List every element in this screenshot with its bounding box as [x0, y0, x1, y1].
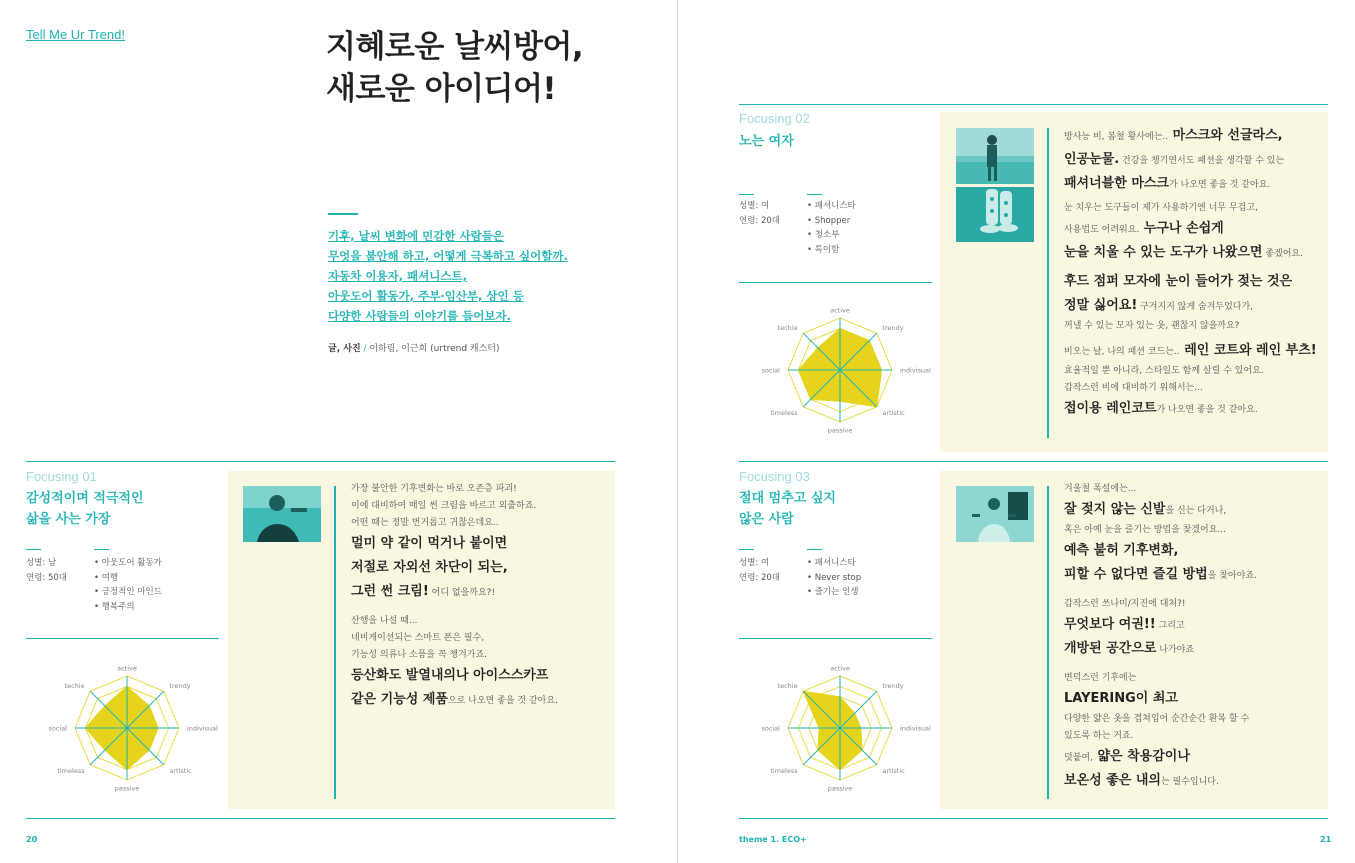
- radar-axis-label: techie: [777, 682, 798, 691]
- emphasis-phrase: 개방된 공간으로: [1064, 641, 1157, 656]
- text-phrase: 좋겠어요.: [1262, 249, 1303, 259]
- tag-line: • 패셔니스타: [807, 558, 856, 568]
- radar-axis-label: techie: [64, 682, 85, 691]
- profile-rule: [739, 549, 754, 550]
- profile-line: 성별: 남: [26, 558, 57, 568]
- tags-rule: [807, 194, 822, 195]
- focus1-tags: [94, 556, 162, 614]
- focus2-title: [739, 131, 794, 152]
- emphasis-line: 후드 점퍼 모자에 눈이 들어가 젖는 것은: [1064, 274, 1293, 289]
- profile-rule: [739, 194, 754, 195]
- radar-axis-label: social: [761, 366, 780, 375]
- section-rule: [739, 104, 1328, 105]
- text-line: 이에 대비하여 매일 썬 크림을 바르고 외출하죠.: [351, 501, 537, 511]
- radar-axis-label: timeless: [770, 766, 798, 775]
- text-line: 꺼낼 수 있는 모자 있는 옷, 괜찮지 않을까요?: [1064, 321, 1240, 331]
- section-rule: [26, 461, 615, 462]
- intro-line: 다양한 사람들의 이야기를 들어보자.: [328, 309, 512, 323]
- radar-axis-label: indivisual: [900, 366, 931, 375]
- radar-axis-label: passive: [114, 784, 140, 793]
- focus2-text: [1064, 124, 1322, 421]
- footer-rule: [739, 818, 1328, 819]
- emphasis-phrase: 정말 싫어요!: [1064, 298, 1138, 313]
- headline-line: 지혜로운 날씨방어,: [326, 29, 584, 65]
- emphasis-phrase: 눈을 치울 수 있는 도구가 나왔으면: [1064, 245, 1263, 260]
- text-line: 갑작스런 쓰나미/지진에 대처?!: [1064, 599, 1186, 609]
- radar-axis-label: active: [117, 664, 137, 673]
- tag-line: • 여행: [94, 572, 119, 583]
- emphasis-phrase: 인공눈물.: [1064, 152, 1120, 167]
- radar-axis-label: trendy: [169, 682, 191, 691]
- emphasis-phrase: 같은 기능성 제품: [351, 692, 448, 707]
- text-line: 산행을 나설 때...: [351, 616, 418, 626]
- focus3-portrait-photo: [956, 486, 1034, 542]
- focus3-text-rule: [1047, 486, 1049, 799]
- focus1-profile: [26, 556, 67, 585]
- focus3-title: [739, 488, 836, 530]
- profile-line: 성별: 여: [739, 201, 770, 211]
- focus3-title-line: 절대 멈추고 싶지: [739, 491, 836, 506]
- radar-axis-label: indivisual: [187, 724, 218, 733]
- focus3-label: Focusing 03: [739, 469, 810, 484]
- focus2-rainboots-photo: [956, 187, 1034, 242]
- radar-axis-label: indivisual: [900, 724, 931, 733]
- tags-rule: [807, 549, 822, 550]
- focus3-title-line: 않은 사람: [739, 512, 794, 527]
- series-link[interactable]: Tell Me Ur Trend!: [26, 27, 125, 42]
- emphasis-phrase: 얇은 착용감이나: [1092, 749, 1190, 764]
- tag-line: • 긍정적인 마인드: [94, 587, 162, 597]
- tag-line: • 패셔니스타: [807, 201, 856, 211]
- focus3-profile: [739, 556, 780, 585]
- radar-axis-label: active: [830, 664, 850, 673]
- tag-line: • 즐기는 인생: [807, 587, 859, 597]
- text-line: 눈 치우는 도구들이 제가 사용하기엔 너무 무겁고,: [1064, 203, 1258, 213]
- focus1-text-rule: [334, 486, 336, 799]
- focus2-title-line: 노는 여자: [739, 134, 794, 149]
- radar-axis-label: techie: [777, 324, 798, 333]
- radar-axis-label: social: [48, 724, 67, 733]
- focus1-title-line: 감성적이며 적극적인: [26, 491, 144, 506]
- tags-rule: [94, 549, 109, 550]
- radar-axis-label: artistic: [882, 766, 905, 775]
- section-rule: [739, 461, 1328, 462]
- radar-axis-label: artistic: [169, 766, 192, 775]
- text-line: 변덕스런 기후에는: [1064, 673, 1137, 683]
- focus1-label: Focusing 01: [26, 469, 97, 484]
- intro-text: [328, 226, 568, 326]
- text-line: 갑작스런 비에 대비하기 위해서는...: [1064, 383, 1203, 393]
- radar-axis-label: artistic: [882, 408, 905, 417]
- text-phrase: 구겨지지 않게 숨겨두었다가,: [1137, 302, 1254, 312]
- profile-line: 연령: 20대: [739, 572, 781, 583]
- text-phrase: 사용법도 어려워요.: [1064, 225, 1140, 235]
- text-phrase: 을 찾아야죠.: [1207, 571, 1257, 581]
- text-phrase: 어디 없을까요?!: [428, 588, 496, 598]
- text-line: 혹은 아예 눈을 즐기는 방법을 찾겠어요...: [1064, 525, 1226, 535]
- focus2-street-photo: [956, 128, 1034, 184]
- spread-gutter: [677, 0, 678, 863]
- radar-axis-label: active: [830, 306, 850, 315]
- emphasis-phrase: 접이용 레인코트: [1064, 401, 1157, 416]
- profile-line: 성별: 여: [739, 558, 770, 568]
- emphasis-phrase: 누구나 손쉽게: [1139, 221, 1224, 236]
- text-phrase: 덧붙여,: [1064, 753, 1093, 763]
- footer-theme: theme 1. ECO+: [739, 835, 807, 844]
- radar-axis-label: timeless: [770, 408, 798, 417]
- headline-line: 새로운 아이디어!: [326, 71, 557, 107]
- text-line: 겨울철 폭설에는...: [1064, 484, 1137, 494]
- profile-line: 연령: 20대: [739, 215, 781, 226]
- radar-axis-label: passive: [827, 784, 853, 793]
- text-phrase: 가 나오면 좋을 것 같아요.: [1156, 405, 1258, 415]
- focus2-radar-chart: [755, 304, 931, 436]
- focus2-label: Focusing 02: [739, 111, 810, 126]
- credit-slash: /: [360, 344, 370, 354]
- radar-axis-label: social: [761, 724, 780, 733]
- text-phrase: 으로 나오면 좋을 것 같아요.: [447, 696, 558, 706]
- text-line: 가장 불안한 기후변화는 바로 오존층 파괴!: [351, 484, 517, 494]
- focus2-profile: [739, 199, 780, 228]
- focus1-radar-chart: [42, 662, 218, 794]
- text-line: 다양한 얇은 옷을 겹쳐입어 순간순간 환복 할 수: [1064, 714, 1250, 724]
- radar-axis-label: timeless: [57, 766, 85, 775]
- text-line: 있도록 하는 거죠.: [1064, 731, 1134, 741]
- profile-bottom-rule: [26, 638, 219, 639]
- focus1-title: [26, 488, 144, 530]
- tag-line: • 아웃도어 활동가: [94, 558, 162, 568]
- text-line: 효율적일 뿐 아니라, 스타일도 함께 살릴 수 있어요.: [1064, 366, 1264, 376]
- emphasis-phrase: 그런 썬 크림!: [351, 584, 429, 599]
- text-line: 기능성 의류나 소품을 꼭 챙겨가죠.: [351, 650, 488, 660]
- text-phrase: 는 필수입니다.: [1160, 777, 1219, 787]
- profile-line: 연령: 50대: [26, 572, 68, 583]
- tag-line: • Shopper: [807, 215, 851, 226]
- tag-line: • 특이함: [807, 244, 840, 255]
- emphasis-phrase: 잘 젖지 않는 신발: [1064, 502, 1166, 517]
- emphasis-phrase: 레인 코트와 레인 부츠!: [1179, 343, 1317, 358]
- focus1-title-line: 삶을 사는 가장: [26, 512, 111, 527]
- focus3-radar-chart: [755, 662, 931, 794]
- tag-line: • 청소부: [807, 230, 840, 240]
- credit-names: 이하림, 이근희 (urtrend 캐스터): [369, 344, 500, 354]
- focus2-tags: [807, 199, 856, 257]
- emphasis-line: 등산화도 발열내의나 아이스스카프: [351, 668, 549, 683]
- emphasis-line: 예측 불허 기후변화,: [1064, 543, 1179, 558]
- tag-line: • 행복주의: [94, 601, 135, 612]
- text-phrase: 가 나오면 좋을 것 같아요.: [1169, 180, 1271, 190]
- radar-axis-label: trendy: [882, 682, 904, 691]
- emphasis-phrase: 피할 수 없다면 즐길 방법: [1064, 567, 1208, 582]
- text-phrase: 건강을 챙기면서도 패션을 생각할 수 있는: [1119, 156, 1285, 166]
- tag-line: • Never stop: [807, 572, 862, 583]
- intro-line: 기후, 날씨 변화에 민감한 사람들은: [328, 229, 504, 243]
- text-phrase: 나가야죠: [1156, 645, 1195, 655]
- text-phrase: 비오는 날, 나의 패션 코드는..: [1064, 347, 1180, 357]
- credit: [328, 341, 500, 354]
- profile-bottom-rule: [739, 282, 932, 283]
- text-line: 네비게이션되는 스마트 폰은 필수,: [351, 633, 485, 643]
- profile-bottom-rule: [739, 638, 932, 639]
- intro-line: 무엇을 불안해 하고, 어떻게 극복하고 싶어할까.: [328, 249, 568, 263]
- radar-axis-label: trendy: [882, 324, 904, 333]
- focus1-portrait-photo: [243, 486, 321, 542]
- intro-line: 아웃도어 활동가, 주부·임산부, 상인 등: [328, 289, 524, 303]
- footer-rule: [26, 818, 615, 819]
- credit-label: 글, 사진: [328, 344, 361, 354]
- emphasis-phrase: 마스크와 선글라스,: [1168, 128, 1283, 143]
- page-number-left: 20: [26, 835, 38, 844]
- text-phrase: 방사능 비, 봄철 황사에는..: [1064, 132, 1169, 142]
- emphasis-line: 멀미 약 같이 먹거나 붙이면: [351, 536, 508, 551]
- text-phrase: 을 신는 다거나,: [1165, 506, 1227, 516]
- focus1-text: [351, 481, 606, 712]
- emphasis-phrase: 보온성 좋은 내의: [1064, 773, 1161, 788]
- intro-rule: [328, 213, 358, 215]
- page-number-right: 21: [1320, 835, 1332, 844]
- text-line: 어떤 때는 정말 번거롭고 귀찮은데요..: [351, 518, 499, 528]
- page-headline: [326, 26, 583, 110]
- emphasis-phrase: 무엇보다 여권!!: [1064, 617, 1156, 632]
- emphasis-line: 저절로 자외선 차단이 되는,: [351, 560, 508, 575]
- focus3-text: [1064, 481, 1322, 793]
- profile-rule: [26, 549, 41, 550]
- focus3-tags: [807, 556, 861, 600]
- text-phrase: 그리고: [1155, 621, 1185, 631]
- radar-axis-label: passive: [827, 426, 853, 435]
- focus2-text-rule: [1047, 128, 1049, 438]
- intro-line: 자동차 이용자, 패셔니스트,: [328, 269, 467, 283]
- emphasis-phrase: 패셔너블한 마스크: [1064, 176, 1169, 191]
- emphasis-line: LAYERING이 최고: [1064, 691, 1178, 706]
